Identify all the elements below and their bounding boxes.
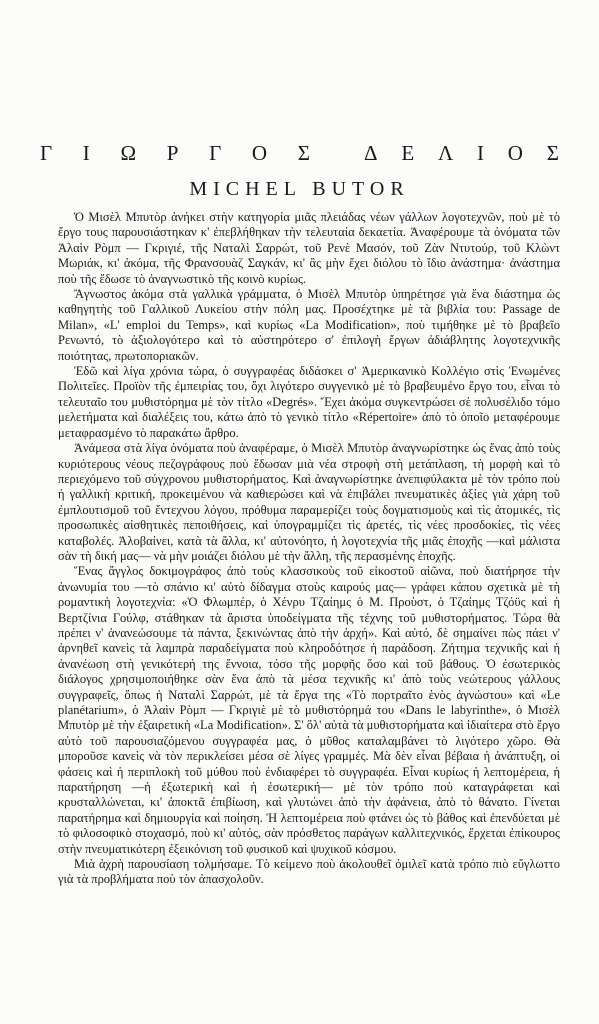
author-letter: Σ	[297, 141, 310, 165]
author-letter: Ο	[507, 141, 523, 165]
paragraph: Ἄγνωστος ἀκόμα στὰ γαλλικὰ γράμματα, ὁ Μισὲλ Μπυτὸρ ὑπηρέτησε γιὰ ἕνα διάστημα ὡς καθηγητὴς τοῦ Γαλλικοῦ Λυκείου στὴν πόλη μας. Προσέχτηκε μὲ τὰ βιβλία του: Passage de Milan», «L' emploi du Temps», καὶ κυρίως «La Modification», ποὺ τιμήθηκε μὲ τὸ βραβεῖο Ρενωντό, τὸ ἀξιολογότερο καὶ τὸ αὐστηρότερο σ' ἐπιλογὴ ἔργων ἀδιάβλητης λογοτεχνικῆς ποιότητας, πρωτοποριακῶν.	[58, 287, 560, 363]
author-letter: Ι	[82, 141, 90, 165]
author-letter: Γ	[209, 141, 222, 165]
author-letter: Γ	[40, 141, 53, 165]
author-letter: Ρ	[166, 141, 179, 165]
paragraph: Ἐδῶ καὶ λίγα χρόνια τώρα, ὁ συγγραφέας διδάσκει σ' Ἀμερικανικὸ Κολλέγιο στὶς Ἑνωμένες Πολιτεῖες. Προϊὸν τῆς ἐμπειρίας του, ὄχι λιγότερο συγγενικὸ μὲ τὸ βραβευμένο ἔργο του, εἶναι τὸ τελευταῖο του μυθιστόρημα μὲ τὸν τίτλο «Degrés». Ἔχει ἀκόμα συγκεντρώσει σὲ πολυσέλιδο τόμο μελετήματα καὶ διαλέξεις του, κάτω ἀπὸ τὸ γενικὸ τίτλο «Répertoire» ἀπὸ τὸ ὁποῖο μεταφέρουμε μεταφρασμένο τὸ παρακάτω ἄρθρο.	[58, 364, 560, 440]
author-letter: Δ	[364, 141, 378, 165]
article-body	[58, 210, 560, 888]
author-letter: Ε	[401, 141, 415, 165]
paragraph: Ἀνάμεσα στὰ λίγα ὀνόματα ποὺ ἀναφέραμε, ὁ Μισὲλ Μπυτὸρ ἀναγνωρίστηκε ὡς ἕνας ἀπὸ τοὺς κυριότερους νέους πεζογράφους ποὺ ἔδωσαν μιὰ νέα στροφὴ στὴ μετάπλαση, τὴ μορφὴ καὶ τὸ περιεχόμενο τοῦ σύγχρονου μυθιστορήματος. Καὶ ἀναγνωρίστηκε ἀνεπιφύλακτα μὲ τὸν τρόπο ποὺ ἡ γαλλικὴ κριτική, προκειμένου νὰ καθιερώσει καὶ νὰ ἐπιβάλει πνευματικὲς ἀξίες γιὰ χάρη τοῦ ἐμπλουτισμοῦ τοῦ ἔντεχνου λόγου, πρόθυμα παραμερίζει τοὺς δογματισμοὺς καὶ τὶς ἀτομικές, τὶς προσωπικὲς αἰσθητικὲς πεποιθήσεις, καὶ ὑπογραμμίζει τὶς ἀρετές, τὶς νέες προσδοκίες, τὶς νέες καταβολές. Ἀλοβαίνει, κατὰ τὰ ἄλλα, κι' αὐτονόητο, ἡ λογοτεχνία τῆς μιᾶς ἐποχῆς —καὶ μάλιστα σὰν τὴ δική μας— νὰ μὴν μοιάζει διόλου μὲ τὴν ἄλλη, τῆς περασμένης ἐποχῆς.	[58, 441, 560, 563]
author-letter: Σ	[546, 141, 559, 165]
author-name	[40, 141, 559, 166]
paragraph: Ἕνας ἄγγλος δοκιμογράφος ἀπὸ τοὺς κλασσικοὺς τοῦ εἰκοστοῦ αἰῶνα, ποὺ διατήρησε τὴν ἀνωνυμία του —τὸ σπάνιο κι' αὐτὸ δίδαγμα στοὺς καιρούς μας— γράφει κάπου σχετικὰ μὲ τὴ ρομαντικὴ λογοτεχνία: «Ὁ Φλωμπέρ, ὁ Χένρυ Τζαίημς ὁ Μ. Προὺστ, ὁ Τζαίημς Τζόϋς καὶ ἡ Βερτζίνια Γούλφ, στάθηκαν τὰ ἄριστα ὑποδείγματα τῆς τέχνης τοῦ μυθιστορήματος. Τώρα θὰ πρέπει ν' ἀνανεώσουμε τὰ πάντα, ξεκινώντας ἀπὸ τὴν ἀρχή». Καὶ αὐτό, δὲ σημαίνει πὼς πάει ν' ἀρνηθεῖ κανεὶς τὰ λαμπρὰ παραδείγματα ποὺ κληροδότησε ἡ παράδοση. Ζήτημα τεχνικῆς καὶ ἡ ἀνανέωση στὴ γενικότερή της ἔννοια, τόσο τῆς μορφῆς ὅσο καὶ τοῦ βάθους. Ὁ ἐσωτερικὸς διάλογος χρησιμοποιήθηκε σὰν ἕνα ἀπὸ τὰ μέσα τεχνικῆς κι' ἀπὸ τοὺς νεώτερους γάλλους συγγραφεῖς, ὅπως ἡ Ναταλὶ Σαρρώτ, μὲ τὰ ἔργα της «Τὸ πορτραῖτο ἑνὸς ἀγνώστου» καὶ «Le planétarium», ὁ Ἀλαὶν Ρὸμπ — Γκριγιὲ μὲ τὸ μυθιστόρημά του «Dans le labyrinthe», ὁ Μισὲλ Μπυτὸρ μὲ τὴν ἐξαιρετικὴ «La Modification». Σ' ὅλ' αὐτὰ τὰ μυθιστορήματα καὶ ἰδιαίτερα στὸ ἔργο αὐτὸ τοῦ παρουσιαζόμενου συγγραφέα μας, ὁ μῦθος καταλαμβάνει τὸ λιγότερο χῶρο. Θὰ μποροῦσε κανεὶς νὰ τὸν περικλείσει μέσα σὲ λίγες γραμμές. Μὰ δὲν εἶναι βέβαια ἡ ἀνάπτυξη, οἱ φάσεις καὶ ἡ περιπλοκὴ τοῦ μύθου ποὺ ἐνδιαφέρει τὸ συγγραφέα. Εἶναι κυρίως ἡ λεπτομέρεια, ἡ παρατήρηση —ἡ ἐξωτερικὴ καὶ ἡ ἐσωτερική— μὲ τὸν τρόπο ποὺ καταγράφεται καὶ κρυσταλλώνεται, κι' ἀποκτᾶ ἐπιβίωση, καὶ γλυτώνει ἀπὸ τὴν ἀφάνεια, ἀπὸ τὸ θάνατο. Γίνεται παρατήρημα καὶ δημιουργία καὶ ποίηση. Ἡ λεπτομέρεια ποὺ φτάνει ὡς τὸ βάθος καὶ ἐπενδύεται μὲ τὸ φιλοσοφικὸ στοχασμό, ποὺ κι' αὐτός, σὰν πρόσθετος παράγων καλλιτεχνικός, ἔρχεται ἐπίκουρος στὴν πνευματικότερη ἐξεικόνιση τοῦ φυσικοῦ καὶ ψυχικοῦ κόσμου.	[58, 564, 560, 856]
article-title: MICHEL BUTOR	[189, 178, 410, 200]
author-first-name	[40, 141, 310, 166]
author-last-name	[364, 141, 559, 166]
paragraph: Μιὰ ἀχρὴ παρουσίαση τολμήσαμε. Τὸ κείμενο ποὺ ἀκολουθεῖ ὁμιλεῖ κατὰ τρόπο πιὸ εὔγλωττο γιὰ τὰ προβλήματα ποὺ τὸν ἀπασχολοῦν.	[58, 857, 560, 887]
author-letter: Ο	[251, 141, 268, 165]
paragraph: Ὁ Μισὲλ Μπυτὸρ ἀνήκει στὴν κατηγορία μιᾶς πλειάδας νέων γάλλων λογοτεχνῶν, ποὺ μὲ τὸ ἔργο τους παρουσιάστηκαν κ' ἐπεβλήθηκαν τὴν τελευταία δεκαετία. Ἀναφέρουμε τὰ ὀνόματα τῶν Ἀλαὶν Ρὸμπ — Γκριγιέ, τῆς Ναταλὶ Σαρρώτ, τοῦ Ρενὲ Μασόν, τοῦ Ζὰν Ντυτούρ, τοῦ Κλὼντ Μωριάκ, κι' ἀκόμα, τῆς Φρανσουὰζ Σαγκάν, κι' ἂς μὴν ἔχει διόλου τὸ ἴδιο ἀνάστημα· ἀνάστημα ποὺ τῆς ἔδωσε τὸ ἀναγνωστικὸ τῆς κοινὸ κυρίως.	[58, 210, 560, 286]
author-letter: Ι	[476, 141, 484, 165]
author-letter: Ω	[120, 141, 137, 165]
author-letter: Λ	[437, 141, 454, 165]
